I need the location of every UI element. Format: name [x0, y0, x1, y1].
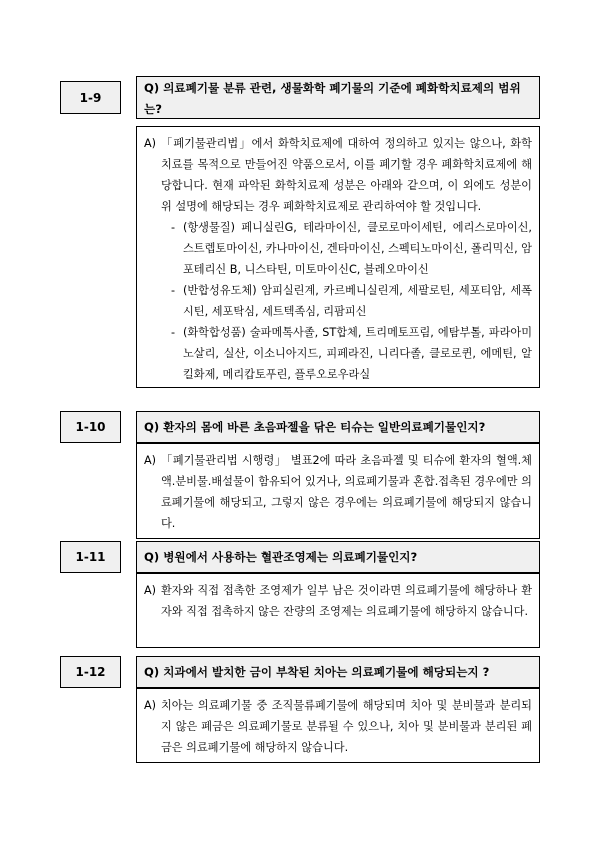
item-number: 1-9	[60, 81, 121, 114]
answer-prefix: A)	[144, 584, 157, 597]
list-item: - (반합성유도체) 암피실린계, 카르베니실린계, 세팔로틴, 세포티암, 세폭시틴, 세포탁심, 세트텍족심, 리팜피신	[171, 284, 532, 318]
question-box: Q) 병원에서 사용하는 혈관조영제는 의료폐기물인지?	[136, 541, 540, 573]
question-box: Q) 의료폐기물 분류 관련, 생물화학 폐기물의 기준에 폐화학치료제의 범위는?	[136, 76, 540, 119]
answer-box	[136, 443, 540, 539]
item-number: 1-12	[60, 656, 121, 688]
answer-box	[136, 573, 540, 648]
answer-text: 치아는 의료폐기물 중 조직물류폐기물에 해당되며 치아 및 분비물과 분리되지 않은 폐금은 의료폐기물로 분류될 수 있으나, 치아 및 분비물과 분리된 폐금은 의료폐기물에 해당하지 않습니다.	[161, 699, 532, 754]
answer-text: 환자와 직접 접촉한 조영제가 일부 남은 것이라면 의료폐기물에 해당하나 환자와 직접 접촉하지 않은 잔량의 조영제는 의료폐기물에 해당하지 않습니다.	[161, 584, 532, 618]
question-box: Q) 환자의 몸에 바른 초음파젤을 닦은 티슈는 일반의료폐기물인지?	[136, 411, 540, 443]
answer-text: 「폐기물관리법」에서 화학치료제에 대하여 정의하고 있지는 않으나, 화학치료를 목적으로 만들어진 약품으로서, 이를 폐기할 경우 폐화학치료제에 해당합니다. 현재 파악된 화학치료제 성분은 아래와 같으며, 이 외에도 성분이 위 설명에 해당되는 경우 폐화학치료제로 관리하여야 할 것입니다.	[161, 137, 532, 213]
answer-prefix: A)	[144, 699, 157, 712]
answer-box	[136, 126, 540, 388]
list-item: - (항생물질) 페니실린G, 테라마이신, 클로로마이세틴, 에리스로마이신, 스트렙토마이신, 카나마이신, 겐타마이신, 스펙티노마이신, 폴리믹신, 암포테리신 B, 니스타틴, 미토마이신C, 블레오마이신	[171, 221, 532, 276]
answer-prefix: A)	[144, 137, 157, 150]
list-item: - (화학합성품) 술파메톡사졸, ST합체, 트리메토프림, 에탐부톨, 파라아미노살리, 실산, 이소니아지드, 피페라진, 니리다졸, 클로로퀸, 에메틴, 알킬화제, 메리캅토푸린, 플루오로우라실	[171, 326, 532, 381]
item-number: 1-11	[60, 541, 121, 573]
answer-text: 「폐기물관리법 시행령」 별표2에 따라 초음파젤 및 티슈에 환자의 혈액.체액.분비물.배설물이 함유되어 있거나, 의료폐기물과 혼합.접촉된 경우에만 의료폐기물에 해당되고, 그렇지 않은 경우에는 의료폐기물에 해당되지 않습니다.	[161, 454, 532, 530]
item-number: 1-10	[60, 411, 121, 443]
question-box: Q) 치과에서 발치한 금이 부착된 치아는 의료폐기물에 해당되는지 ?	[136, 656, 540, 688]
answer-prefix: A)	[144, 454, 157, 467]
answer-box	[136, 688, 540, 763]
